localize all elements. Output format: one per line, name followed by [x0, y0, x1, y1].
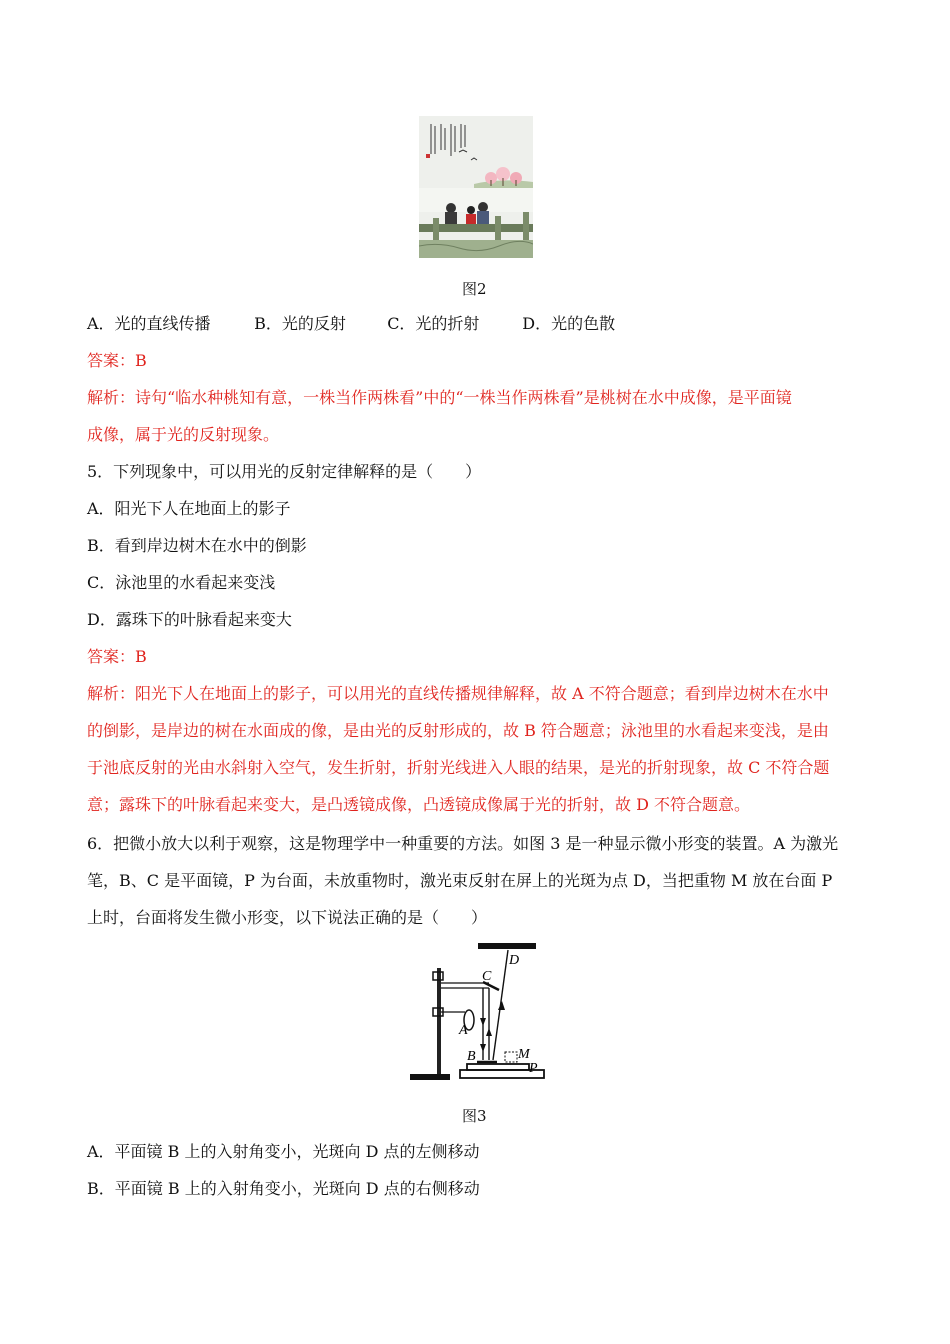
q5-option-a: A．阳光下人在地面上的影子	[87, 499, 291, 518]
apparatus-diagram	[405, 938, 550, 1088]
q4-option-d: D．光的色散	[522, 314, 616, 333]
q6-stem-line-1: 6．把微小放大以利于观察，这是物理学中一种重要的方法。如图 3 是一种显示微小形变的装置。A 为激光	[87, 834, 839, 853]
q4-analysis-line-1: 解析：诗句“临水种桃知有意，一株当作两株看”中的“一株当作两株看”是桃树在水中成像，是平面镜	[87, 388, 792, 407]
q4-answer: 答案：B	[87, 351, 147, 370]
q5-answer: 答案：B	[87, 647, 147, 666]
q4-option-c: C．光的折射	[387, 314, 480, 333]
figure-2-caption: 图2	[462, 280, 487, 298]
table-p	[467, 1064, 529, 1070]
q5-option-d: D．露珠下的叶脉看起来变大	[87, 610, 292, 629]
q5-analysis-line-3: 于池底反射的光由水斜射入空气，发生折射，折射光线进入人眼的结果，是光的折射现象，故 C 不符合题	[87, 758, 830, 777]
q5-analysis-line-4: 意；露珠下的叶脉看起来变大，是凸透镜成像，凸透镜成像属于光的折射，故 D 不符合题意。	[87, 795, 751, 814]
screen-bar	[478, 943, 536, 949]
painting-image	[419, 116, 533, 258]
q6-option-b: B．平面镜 B 上的入射角变小，光斑向 D 点的右侧移动	[87, 1179, 480, 1198]
weight-m	[505, 1052, 517, 1062]
label-d: D	[509, 953, 520, 968]
q4-option-a: A．光的直线传播	[87, 314, 211, 333]
q6-stem-line-3: 上时，台面将发生微小形变，以下说法正确的是（ ）	[87, 908, 488, 927]
stand-base	[410, 1074, 450, 1080]
label-a: A	[459, 1023, 468, 1038]
label-c: C	[482, 969, 492, 984]
q5-stem: 5．下列现象中，可以用光的反射定律解释的是（ ）	[87, 462, 482, 481]
figure-3-caption: 图3	[462, 1107, 487, 1125]
q4-options	[87, 314, 615, 334]
label-p: P	[529, 1061, 538, 1076]
q4-analysis-line-2: 成像，属于光的反射现象。	[87, 425, 280, 444]
q5-option-c: C．泳池里的水看起来变浅	[87, 573, 276, 592]
stand-pole	[437, 968, 441, 1074]
figure-3-diagram	[405, 938, 550, 1088]
q4-option-b: B．光的反射	[254, 314, 346, 333]
figure-2-painting	[419, 116, 533, 258]
q6-stem-line-2: 笔，B、C 是平面镜，P 为台面，未放重物时，激光束反射在屏上的光斑为点 D，当把重物 M 放在台面 P	[87, 871, 833, 890]
q5-analysis-line-2: 的倒影，是岸边的树在水面成的像，是由光的反射形成的，故 B 符合题意；泳池里的水看起来变浅，是由	[87, 721, 829, 740]
label-m: M	[518, 1047, 530, 1062]
q5-analysis-line-1: 解析：阳光下人在地面上的影子，可以用光的直线传播规律解释，故 A 不符合题意；看到岸边树木在水中	[87, 684, 829, 703]
q6-option-a: A．平面镜 B 上的入射角变小，光斑向 D 点的左侧移动	[87, 1142, 480, 1161]
q5-option-b: B．看到岸边树木在水中的倒影	[87, 536, 307, 555]
label-b: B	[467, 1049, 476, 1064]
